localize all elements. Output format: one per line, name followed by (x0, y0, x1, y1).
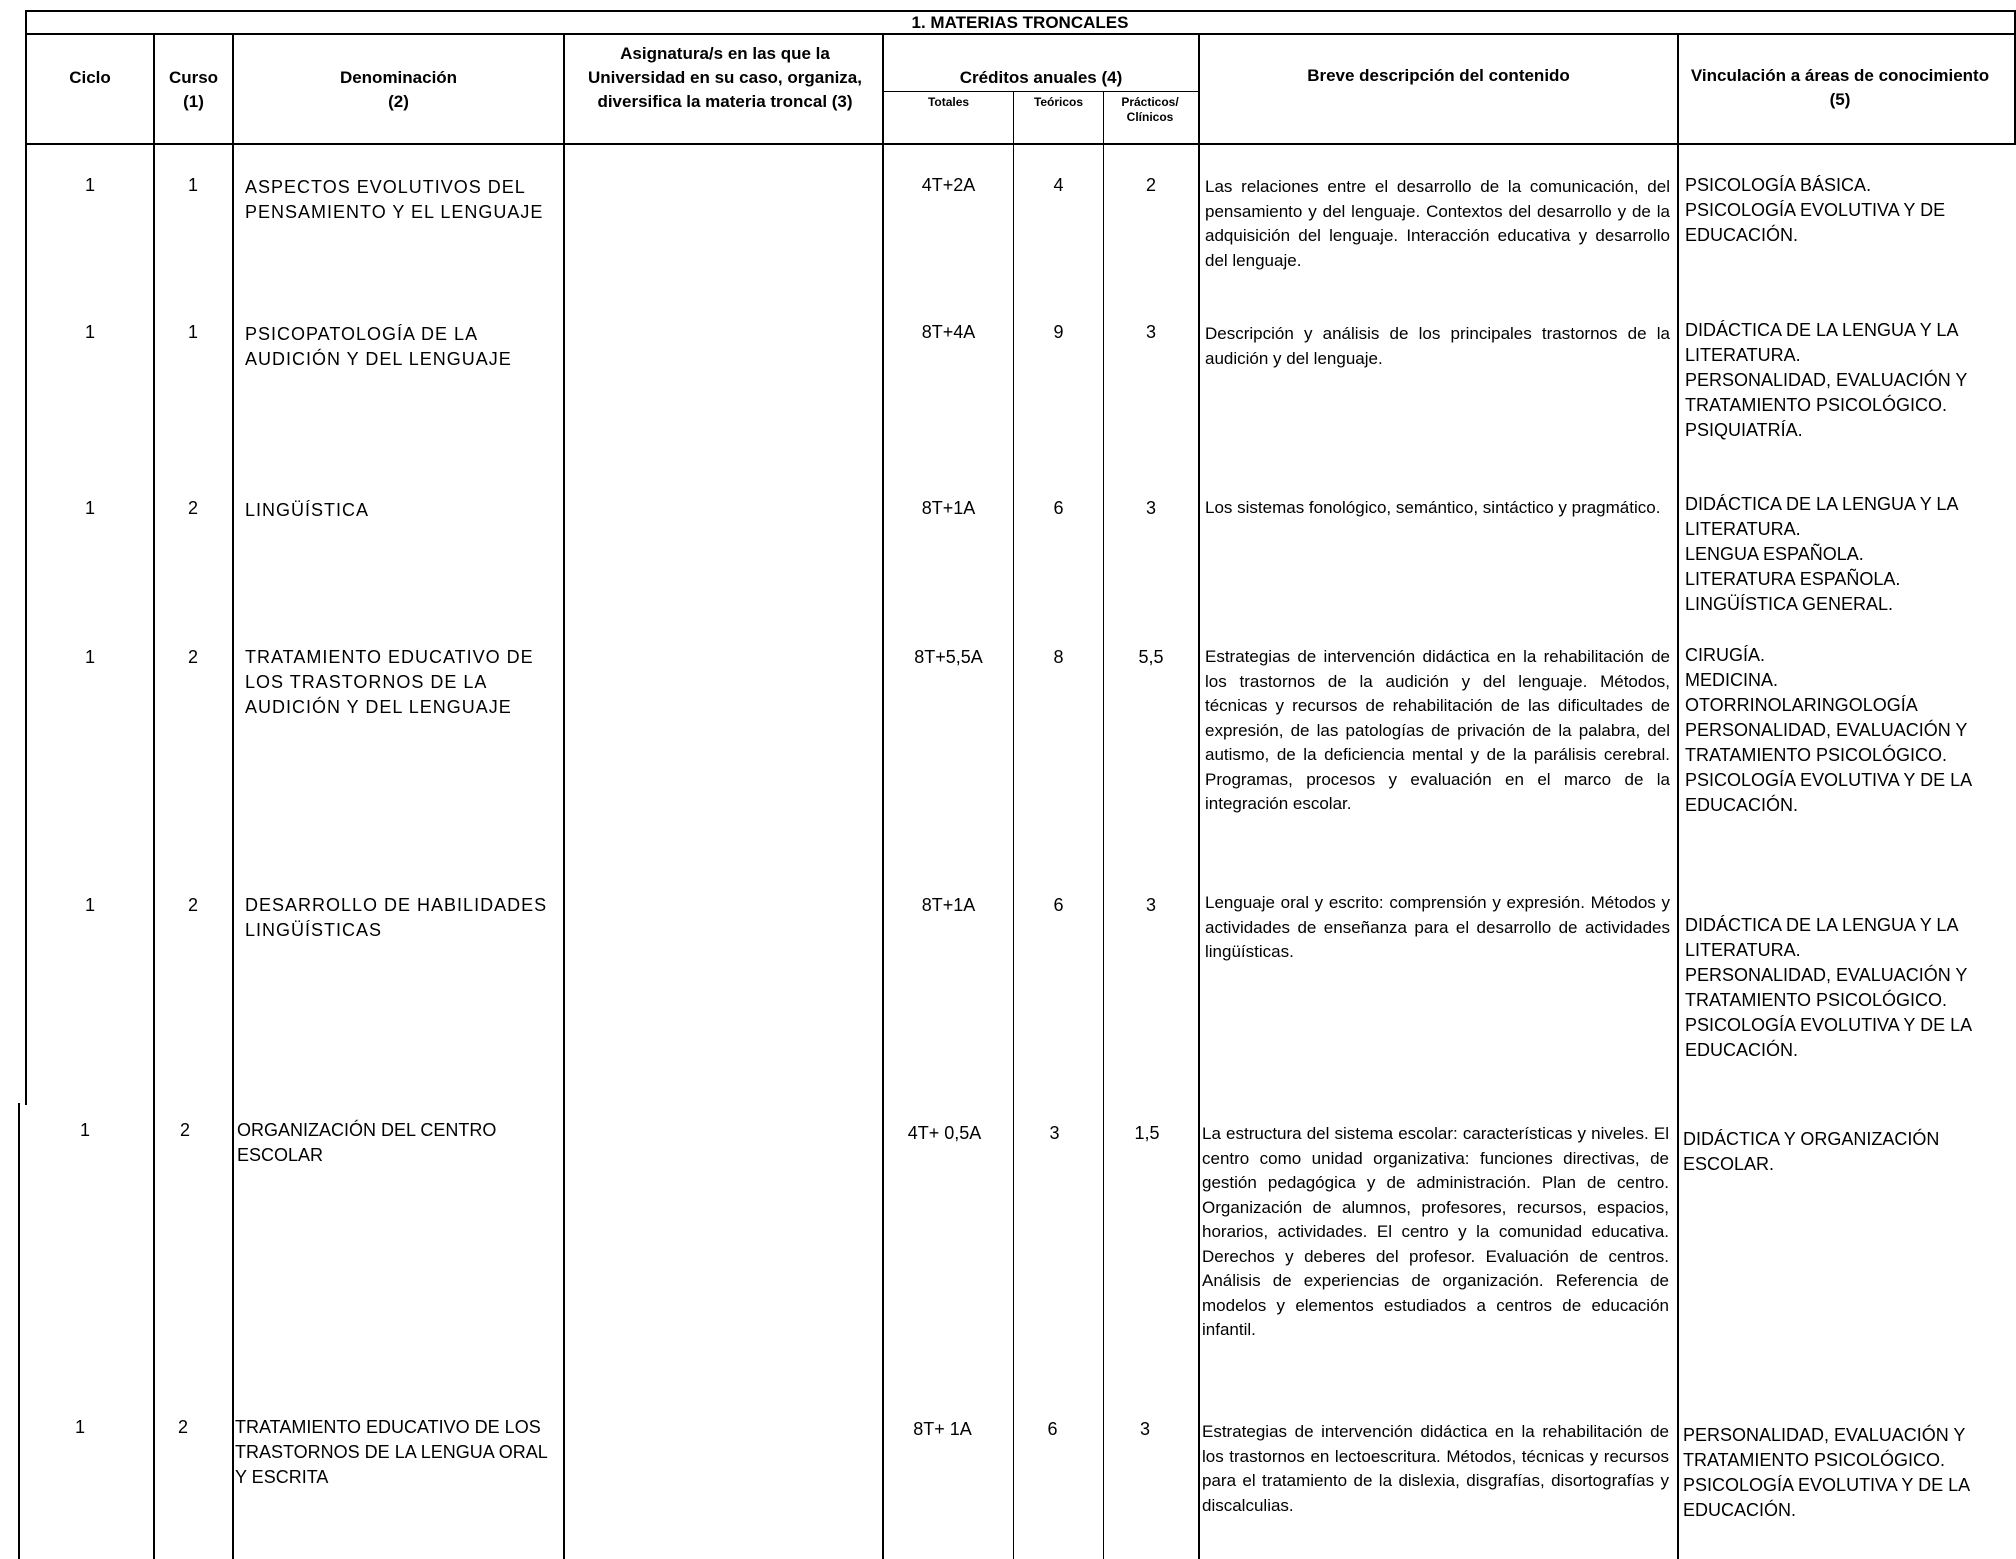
header-teoricos: Teóricos (1033, 95, 1084, 109)
rule-col-totales (882, 33, 884, 1559)
cell-totales: 8T+1A (921, 498, 976, 518)
header-creditos: Créditos anuales (4) (959, 68, 1123, 87)
cell-teoricos: 9 (1053, 322, 1064, 342)
cell-vinculacion: DIDÁCTICA DE LA LENGUA Y LA LITERATURA. PERSONALIDAD, EVALUACIÓN Y TRATAMIENTO PSICOLÓGICO. PSIQUIATRÍA. (1685, 320, 1968, 440)
cell-denominacion: DESARROLLO DE HABILIDADES LINGÜÍSTICAS (245, 895, 554, 940)
cell-teoricos: 6 (1047, 1419, 1058, 1439)
cell-descripcion: Lenguaje oral y escrito: comprensión y expresión. Métodos y actividades de enseñanza para el desarrollo de actividades lingüísticas. (1205, 893, 1675, 961)
cell-vinculacion: CIRUGÍA. MEDICINA. OTORRINOLARINGOLOGÍA PERSONALIDAD, EVALUACIÓN Y TRATAMIENTO PSICOLÓGICO. PSICOLOGÍA EVOLUTIVA Y DE LA EDUCACIÓN. (1685, 645, 1972, 815)
cell-curso: 2 (179, 1120, 190, 1140)
cell-denominacion: ORGANIZACIÓN DEL CENTRO ESCOLAR (237, 1120, 502, 1165)
header-curso: Curso (1) (168, 68, 219, 111)
cell-totales: 4T+2A (921, 175, 976, 195)
header-descripcion: Breve descripción del contenido (1307, 66, 1570, 85)
cell-teoricos: 6 (1053, 895, 1064, 915)
cell-practicos: 3 (1145, 895, 1156, 915)
header-vinculacion: Vinculación a áreas de conocimiento (5) (1690, 66, 1994, 109)
rule-left-lower (18, 1103, 20, 1559)
header-totales: Totales (927, 95, 970, 109)
cell-ciclo: 1 (79, 1120, 90, 1140)
cell-ciclo: 1 (84, 647, 95, 667)
cell-descripcion: Descripción y análisis de los principales trastornos de la audición y del lenguaje. (1205, 324, 1675, 368)
cell-teoricos: 3 (1049, 1123, 1060, 1143)
cell-descripcion: Las relaciones entre el desarrollo de la comunicación, del pensamiento y del lenguaje. Contextos del desarrollo y de la adquisición del lenguaje. Interacción educativa y desarrollo del lenguaje. (1205, 177, 1675, 270)
cell-ciclo: 1 (84, 498, 95, 518)
cell-denominacion: TRATAMIENTO EDUCATIVO DE LOS TRASTORNOS DE LA LENGUA ORAL Y ESCRITA (235, 1417, 552, 1487)
cell-totales: 8T+4A (921, 322, 976, 342)
cell-vinculacion: DIDÁCTICA Y ORGANIZACIÓN ESCOLAR. (1683, 1129, 1945, 1174)
cell-curso: 2 (177, 1417, 188, 1437)
rule-col-practicos (1103, 91, 1104, 1559)
cell-curso: 2 (187, 498, 198, 518)
cell-descripcion: La estructura del sistema escolar: características y niveles. El centro como unidad organizativa: funciones directivas, de gestión pedagógica y de administración. Plan de centro. Organización de alumnos, profesores, recursos, espacios, horarios, actividades. El centro y la comunidad educativa. Derechos y deberes del profesor. Evaluación de centros. Análisis de experiencias de organización. Referencia de modelos y elementos estudiados a centros de educación infantil. (1202, 1124, 1674, 1339)
cell-descripcion: Los sistemas fonológico, semántico, sintáctico y pragmático. (1205, 498, 1661, 517)
cell-totales: 8T+5,5A (914, 647, 983, 667)
rule-under-header (25, 143, 2015, 145)
cell-descripcion: Estrategias de intervención didáctica en la rehabilitación de los trastornos de la audición y del lenguaje. Métodos, técnicas y recursos de rehabilitación de las dificultades de expresión, de las patologías de privación de la palabra, del autismo, de la deficiencia mental y de la parálisis cerebral. Programas, procesos y evaluación en el marco de la integración escolar. (1205, 647, 1675, 813)
table-title: 1. MATERIAS TRONCALES (911, 13, 1129, 32)
cell-ciclo: 1 (74, 1417, 85, 1437)
cell-vinculacion: PERSONALIDAD, EVALUACIÓN Y TRATAMIENTO PSICOLÓGICO. PSICOLOGÍA EVOLUTIVA Y DE LA EDUCACIÓN. (1683, 1425, 1970, 1520)
cell-denominacion: PSICOPATOLOGÍA DE LA AUDICIÓN Y DEL LENGUAJE (245, 324, 512, 369)
cell-teoricos: 6 (1053, 498, 1064, 518)
cell-vinculacion: DIDÁCTICA DE LA LENGUA Y LA LITERATURA. LENGUA ESPAÑOLA. LITERATURA ESPAÑOLA. LINGÜÍSTICA GENERAL. (1685, 494, 1958, 614)
header-practicos: Prácticos/ Clínicos (1121, 95, 1183, 124)
header-asignaturas: Asignatura/s en las que la Universidad en su caso, organiza, diversifica la materia troncal (3) (588, 44, 867, 111)
cell-teoricos: 4 (1053, 175, 1064, 195)
header-denominacion: Denominación (2) (339, 68, 458, 111)
cell-vinculacion: PSICOLOGÍA BÁSICA. PSICOLOGÍA EVOLUTIVA Y DE EDUCACIÓN. (1685, 175, 1946, 245)
cell-practicos: 1,5 (1134, 1123, 1160, 1143)
cell-totales: 4T+ 0,5A (907, 1123, 982, 1143)
cell-teoricos: 8 (1053, 647, 1064, 667)
cell-practicos: 3 (1145, 498, 1156, 518)
rule-col-teoricos (1013, 91, 1014, 1559)
cell-practicos: 3 (1145, 322, 1156, 342)
rule-col-denominacion (232, 33, 234, 1559)
cell-ciclo: 1 (84, 175, 95, 195)
cell-denominacion: TRATAMIENTO EDUCATIVO DE LOS TRASTORNOS DE LA AUDICIÓN Y DEL LENGUAJE (245, 647, 540, 717)
cell-totales: 8T+1A (921, 895, 976, 915)
cell-curso: 1 (187, 322, 198, 342)
rule-col-descripcion (1198, 33, 1200, 1559)
cell-practicos: 5,5 (1138, 647, 1164, 667)
header-ciclo: Ciclo (69, 68, 111, 87)
rule-creditos (882, 91, 1198, 92)
cell-practicos: 3 (1139, 1419, 1150, 1439)
cell-ciclo: 1 (84, 322, 95, 342)
cell-denominacion: LINGÜÍSTICA (245, 500, 370, 520)
rule-left-upper (25, 10, 27, 1105)
cell-curso: 2 (187, 647, 198, 667)
cell-descripcion: Estrategias de intervención didáctica en la rehabilitación de los trastornos en lectoescritura. Métodos, técnicas y recursos para el tratamiento de la dislexia, disgrafías, disortografías y discalculias. (1202, 1422, 1674, 1515)
cell-ciclo: 1 (84, 895, 95, 915)
cell-totales: 8T+ 1A (913, 1419, 972, 1439)
cell-denominacion: ASPECTOS EVOLUTIVOS DEL PENSAMIENTO Y EL LENGUAJE (245, 177, 544, 222)
cell-practicos: 2 (1145, 175, 1156, 195)
cell-curso: 1 (187, 175, 198, 195)
cell-curso: 2 (187, 895, 198, 915)
cell-vinculacion: DIDÁCTICA DE LA LENGUA Y LA LITERATURA. PERSONALIDAD, EVALUACIÓN Y TRATAMIENTO PSICOLÓGICO. PSICOLOGÍA EVOLUTIVA Y DE LA EDUCACIÓN. (1685, 915, 1972, 1060)
rule-col-curso (153, 33, 155, 1559)
rule-col-vinculacion (1677, 33, 1679, 1559)
rule-col-asignaturas (563, 33, 565, 1559)
